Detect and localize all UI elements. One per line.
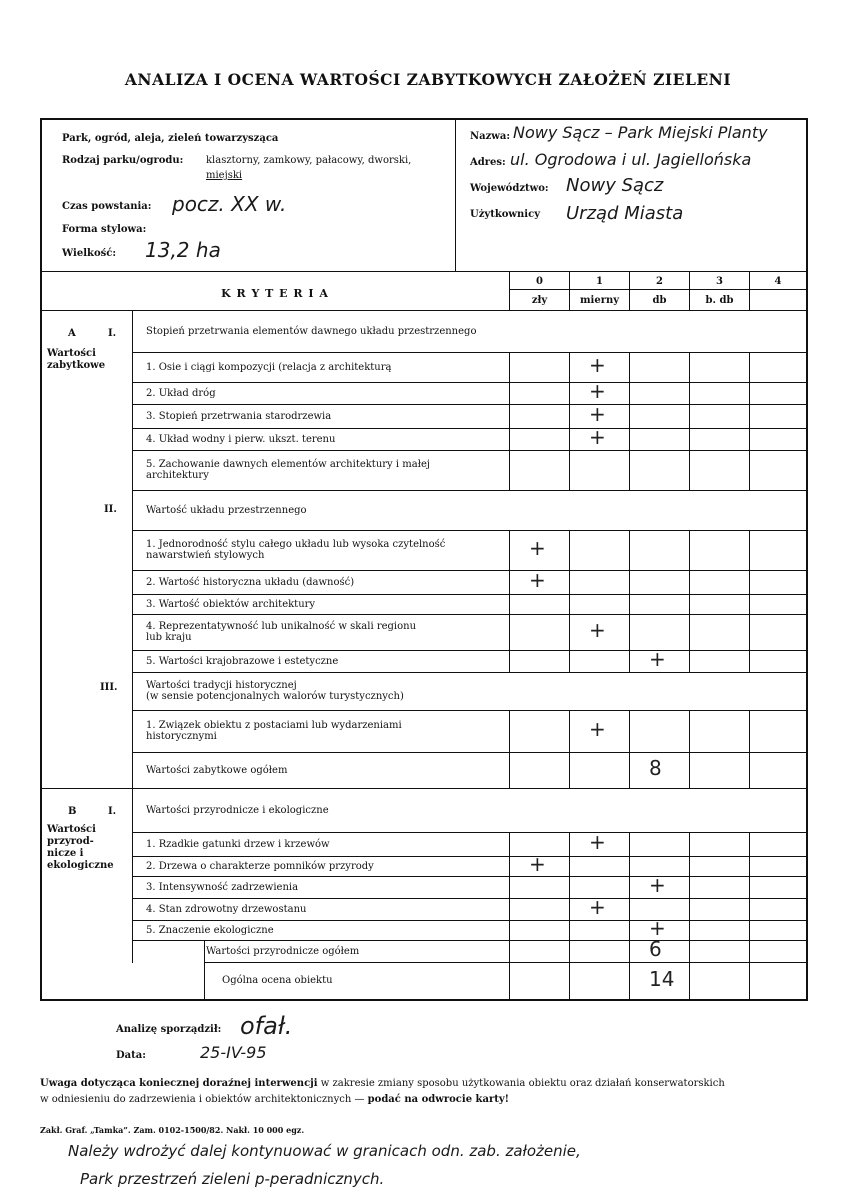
printer-info: Zakł. Graf. „Tamka”. Zam. 0102-1500/82. Nakł. 10 000 egz.: [40, 1125, 305, 1135]
row-14-col-0: [509, 752, 510, 788]
criterion-a2-4a: 4. Reprezentatywność lub unikalność w skali regionu: [146, 621, 417, 632]
criterion-a2-2: 2. Wartość historyczna układu (dawność): [146, 576, 355, 588]
name-value: Nowy Sącz – Park Miejski Planty: [513, 123, 768, 142]
row-10-col-0: [509, 614, 510, 650]
row-19-col-2: [629, 898, 630, 920]
address-label: Adres:: [470, 157, 506, 168]
row-18-col-1: [569, 876, 570, 898]
section-b-roman: I.: [108, 806, 117, 817]
row-5-col-0: [509, 450, 510, 490]
user-value: Urząd Miasta: [566, 203, 684, 224]
header-divider: [455, 118, 456, 272]
row-20-col-4: [749, 920, 750, 940]
row-16-col-0: [509, 832, 510, 856]
section-a-iii: III.: [100, 682, 118, 693]
col-line-3: [689, 271, 690, 311]
author-label: Analizę sporządził:: [116, 1024, 222, 1035]
criterion-b-head: Wartości przyrodnicze i ekologiczne: [146, 805, 329, 816]
score-0: 0: [536, 276, 543, 287]
row-2-col-2: [629, 382, 630, 404]
row-3-col-1: [569, 404, 570, 428]
row-13-col-3: [689, 710, 690, 752]
score-name-3: b. db: [705, 295, 734, 306]
row-14-col-4: [749, 752, 750, 788]
score-name-0: zły: [531, 295, 548, 306]
kind-label: Rodzaj parku/ogrodu:: [62, 155, 184, 166]
criterion-a1-head: Stopień przetrwania elementów dawnego układu przestrzennego: [146, 326, 477, 337]
mark-20: +: [649, 916, 666, 940]
mark-7: +: [529, 536, 546, 560]
row-17-col-0: [509, 856, 510, 876]
row-20-col-3: [689, 920, 690, 940]
mark-1: +: [589, 353, 606, 377]
section-b-title: Wartości przyrod-nicze i ekologiczne: [47, 824, 114, 871]
criterion-b-total: Wartości przyrodnicze ogółem: [206, 945, 360, 957]
row-2-col-1: [569, 382, 570, 404]
row-21-col-4: [749, 940, 750, 962]
mark-16: +: [589, 830, 606, 854]
criterion-a-total: Wartości zabytkowe ogółem: [146, 764, 288, 776]
row-11-col-4: [749, 650, 750, 672]
score-header-mid: [509, 289, 807, 290]
note-bold-2: podać na odwrocie karty!: [367, 1094, 510, 1105]
row-8-col-4: [749, 570, 750, 594]
row-10-col-4: [749, 614, 750, 650]
col-line-2: [629, 271, 630, 311]
criterion-a3-head-a: Wartości tradycji historycznej: [146, 680, 297, 691]
row-18-col-2: [629, 876, 630, 898]
row-13-col-0: [509, 710, 510, 752]
row-5-col-1: [569, 450, 570, 490]
row-line-14: [132, 788, 807, 789]
totals-left-line: [204, 940, 205, 1000]
row-22-col-1: [569, 962, 570, 999]
row-10-col-3: [689, 614, 690, 650]
criterion-b-5: 5. Znaczenie ekologiczne: [146, 924, 274, 936]
row-22-col-4: [749, 962, 750, 999]
created-value: pocz. XX w.: [172, 192, 287, 216]
row-8-col-3: [689, 570, 690, 594]
name-label: Nazwa:: [470, 131, 511, 142]
section-a-ii: II.: [104, 504, 117, 515]
frame-top: [40, 118, 808, 120]
address-value: ul. Ogrodowa i ul. Jagiellońska: [510, 150, 752, 169]
row-18-col-3: [689, 876, 690, 898]
frame-left: [40, 118, 42, 1001]
row-11-col-2: [629, 650, 630, 672]
score-3: 3: [716, 276, 723, 287]
row-7-col-1: [569, 530, 570, 570]
mark-4: +: [589, 425, 606, 449]
row-line-20: [132, 940, 807, 941]
row-line-1: [132, 382, 807, 383]
criterion-a3-1b: historycznymi: [146, 731, 217, 742]
mark-21: 6: [649, 937, 662, 961]
row-2-col-3: [689, 382, 690, 404]
row-line-18: [132, 898, 807, 899]
section-a-roman: I.: [108, 328, 117, 339]
row-9-col-0: [509, 594, 510, 614]
row-line-4: [132, 450, 807, 451]
intervention-note-line1: [40, 1078, 725, 1089]
criterion-a2-head: Wartość układu przestrzennego: [146, 504, 307, 516]
size-label: Wielkość:: [62, 248, 117, 259]
row-19-col-4: [749, 898, 750, 920]
row-14-col-2: [629, 752, 630, 788]
row-4-col-3: [689, 428, 690, 450]
row-16-col-2: [629, 832, 630, 856]
criterion-b-1: 1. Rzadkie gatunki drzew i krzewów: [146, 838, 330, 850]
criterion-a1-2: 2. Układ dróg: [146, 387, 216, 399]
row-7-col-2: [629, 530, 630, 570]
row-21-col-3: [689, 940, 690, 962]
row-line-2: [132, 404, 807, 405]
row-line-3: [132, 428, 807, 429]
row-3-col-0: [509, 404, 510, 428]
mark-13: +: [589, 717, 606, 741]
row-22-col-0: [509, 962, 510, 999]
row-13-col-4: [749, 710, 750, 752]
row-3-col-2: [629, 404, 630, 428]
row-10-col-2: [629, 614, 630, 650]
row-17-col-1: [569, 856, 570, 876]
row-20-col-0: [509, 920, 510, 940]
note-bold-1: Uwaga dotycząca koniecznej doraźnej interwencji: [40, 1078, 318, 1089]
handwritten-note-2: Park przestrzeń zieleni p-peradnicznych.: [80, 1170, 385, 1188]
row-1-col-4: [749, 352, 750, 382]
row-17-col-3: [689, 856, 690, 876]
row-1-col-0: [509, 352, 510, 382]
row-line-22: [204, 999, 807, 1000]
mark-10: +: [589, 618, 606, 642]
row-10-col-1: [569, 614, 570, 650]
criterion-a1-4: 4. Układ wodny i pierw. ukszt. terenu: [146, 433, 336, 445]
row-8-col-0: [509, 570, 510, 594]
note-text-1: w zakresie zmiany sposobu użytkowania obiektu oraz działań konserwatorskich: [317, 1078, 725, 1089]
row-9-col-2: [629, 594, 630, 614]
row-1-col-3: [689, 352, 690, 382]
row-line-9: [132, 614, 807, 615]
criterion-a1-5b: architektury: [146, 470, 209, 481]
mark-22: 14: [649, 966, 675, 991]
intervention-note-line2: [40, 1094, 509, 1105]
park-type-label: Park, ogród, aleja, zieleń towarzysząca: [62, 133, 279, 144]
score-4: 4: [774, 276, 782, 287]
col-line-4: [749, 271, 750, 311]
frame-right: [806, 118, 808, 1001]
row-13-col-2: [629, 710, 630, 752]
row-22-col-3: [689, 962, 690, 999]
row-2-col-4: [749, 382, 750, 404]
mark-19: +: [589, 895, 606, 919]
row-11-col-3: [689, 650, 690, 672]
mark-3: +: [589, 402, 606, 426]
row-7-col-3: [689, 530, 690, 570]
criterion-a3-1a: 1. Związek obiektu z postaciami lub wydarzeniami: [146, 720, 402, 731]
date-value: 25-IV-95: [200, 1043, 267, 1062]
size-value: 13,2 ha: [145, 238, 221, 262]
mark-8: +: [529, 568, 546, 592]
voivodeship-label: Województwo:: [470, 183, 549, 194]
row-line-5: [132, 490, 807, 491]
criterion-a2-1a: 1. Jednorodność stylu całego układu lub wysoka czytelność: [146, 539, 446, 550]
date-label: Data:: [116, 1050, 146, 1061]
criterion-a2-5: 5. Wartości krajobrazowe i estetyczne: [146, 655, 339, 667]
section-b-letter: B: [68, 806, 77, 817]
note-text-2: w odniesieniu do zadrzewienia i obiektów architektonicznych —: [40, 1094, 368, 1105]
row-21-col-0: [509, 940, 510, 962]
criterion-b-2: 2. Drzewa o charakterze pomników przyrody: [146, 860, 374, 872]
row-14-col-3: [689, 752, 690, 788]
criteria-heading: K R Y T E R I A: [221, 287, 329, 300]
row-17-col-2: [629, 856, 630, 876]
row-3-col-4: [749, 404, 750, 428]
criterion-a1-5a: 5. Zachowanie dawnych elementów architektury i małej: [146, 459, 430, 470]
row-5-col-3: [689, 450, 690, 490]
criterion-b-3: 3. Intensywność zadrzewienia: [146, 881, 299, 893]
row-9-col-1: [569, 594, 570, 614]
score-name-1: mierny: [579, 295, 620, 306]
row-13-col-1: [569, 710, 570, 752]
style-label: Forma stylowa:: [62, 224, 147, 235]
row-line-12: [132, 710, 807, 711]
row-line-17: [132, 876, 807, 877]
row-3-col-3: [689, 404, 690, 428]
row-line-21: [204, 962, 807, 963]
row-16-col-1: [569, 832, 570, 856]
criterion-a2-3: 3. Wartość obiektów architektury: [146, 598, 316, 610]
criterion-a2-1b: nawarstwień stylowych: [146, 550, 265, 561]
row-line-11: [132, 672, 807, 673]
row-16-col-4: [749, 832, 750, 856]
row-line-6: [132, 530, 807, 531]
criteria-left-col: [132, 310, 133, 963]
row-1-col-1: [569, 352, 570, 382]
row-17-col-4: [749, 856, 750, 876]
section-a-letter: A: [68, 328, 76, 339]
author-signature: ofał.: [240, 1012, 293, 1040]
section-a-title: Wartości zabytkowe: [47, 348, 106, 371]
row-11-col-1: [569, 650, 570, 672]
row-8-col-1: [569, 570, 570, 594]
kind-options: klasztorny, zamkowy, pałacowy, dworski,: [206, 155, 412, 166]
score-name-2: db: [652, 295, 667, 306]
row-4-col-4: [749, 428, 750, 450]
row-18-col-4: [749, 876, 750, 898]
row-16-col-3: [689, 832, 690, 856]
handwritten-note-1: Należy wdrożyć dalej kontynuować w granicach odn. zab. założenie,: [68, 1142, 581, 1160]
row-line-0: [132, 352, 807, 353]
col-line-1: [569, 271, 570, 311]
page-title: ANALIZA I OCENA WARTOŚCI ZABYTKOWYCH ZAŁOŻEŃ ZIELENI: [124, 70, 732, 89]
criterion-a3-head-b: (w sensie potencjonalnych walorów turystycznych): [146, 691, 404, 702]
row-7-col-4: [749, 530, 750, 570]
row-21-col-1: [569, 940, 570, 962]
criterion-b-4: 4. Stan zdrowotny drzewostanu: [146, 903, 307, 915]
row-line-10: [132, 650, 807, 651]
row-21-col-2: [629, 940, 630, 962]
row-line-13: [132, 752, 807, 753]
row-line-7: [132, 570, 807, 571]
row-8-col-2: [629, 570, 630, 594]
row-4-col-0: [509, 428, 510, 450]
created-label: Czas powstania:: [62, 201, 152, 212]
score-2: 2: [656, 276, 663, 287]
mark-17: +: [529, 852, 546, 876]
criterion-a1-1: 1. Osie i ciągi kompozycji (relacja z architekturą: [146, 361, 392, 373]
row-22-col-2: [629, 962, 630, 999]
row-line-19: [132, 920, 807, 921]
row-20-col-2: [629, 920, 630, 940]
criterion-a1-3: 3. Stopień przetrwania starodrzewia: [146, 410, 332, 422]
row-5-col-2: [629, 450, 630, 490]
row-2-col-0: [509, 382, 510, 404]
row-19-col-0: [509, 898, 510, 920]
row-9-col-3: [689, 594, 690, 614]
row-5-col-4: [749, 450, 750, 490]
mark-2: +: [589, 379, 606, 403]
row-20-col-1: [569, 920, 570, 940]
criterion-overall: Ogólna ocena obiektu: [222, 975, 333, 986]
criterion-a2-4b: lub kraju: [146, 632, 192, 643]
row-1-col-2: [629, 352, 630, 382]
score-1: 1: [596, 276, 603, 287]
row-19-col-3: [689, 898, 690, 920]
row-19-col-1: [569, 898, 570, 920]
row-11-col-0: [509, 650, 510, 672]
mark-14: 8: [649, 756, 662, 780]
user-label: Użytkownicy: [470, 209, 541, 220]
row-4-col-2: [629, 428, 630, 450]
col-line-0: [509, 271, 510, 311]
mark-11: +: [649, 647, 666, 671]
row-line-16: [132, 856, 807, 857]
row-9-col-4: [749, 594, 750, 614]
row-line-15: [132, 832, 807, 833]
row-14-col-1: [569, 752, 570, 788]
row-4-col-1: [569, 428, 570, 450]
row-18-col-0: [509, 876, 510, 898]
header-bottom: [40, 271, 808, 272]
row-line-8: [132, 594, 807, 595]
kind-selected: miejski: [206, 170, 243, 181]
voivodeship-value: Nowy Sącz: [566, 175, 664, 196]
criteria-header-bottom: [40, 310, 808, 311]
row-7-col-0: [509, 530, 510, 570]
mark-18: +: [649, 873, 666, 897]
